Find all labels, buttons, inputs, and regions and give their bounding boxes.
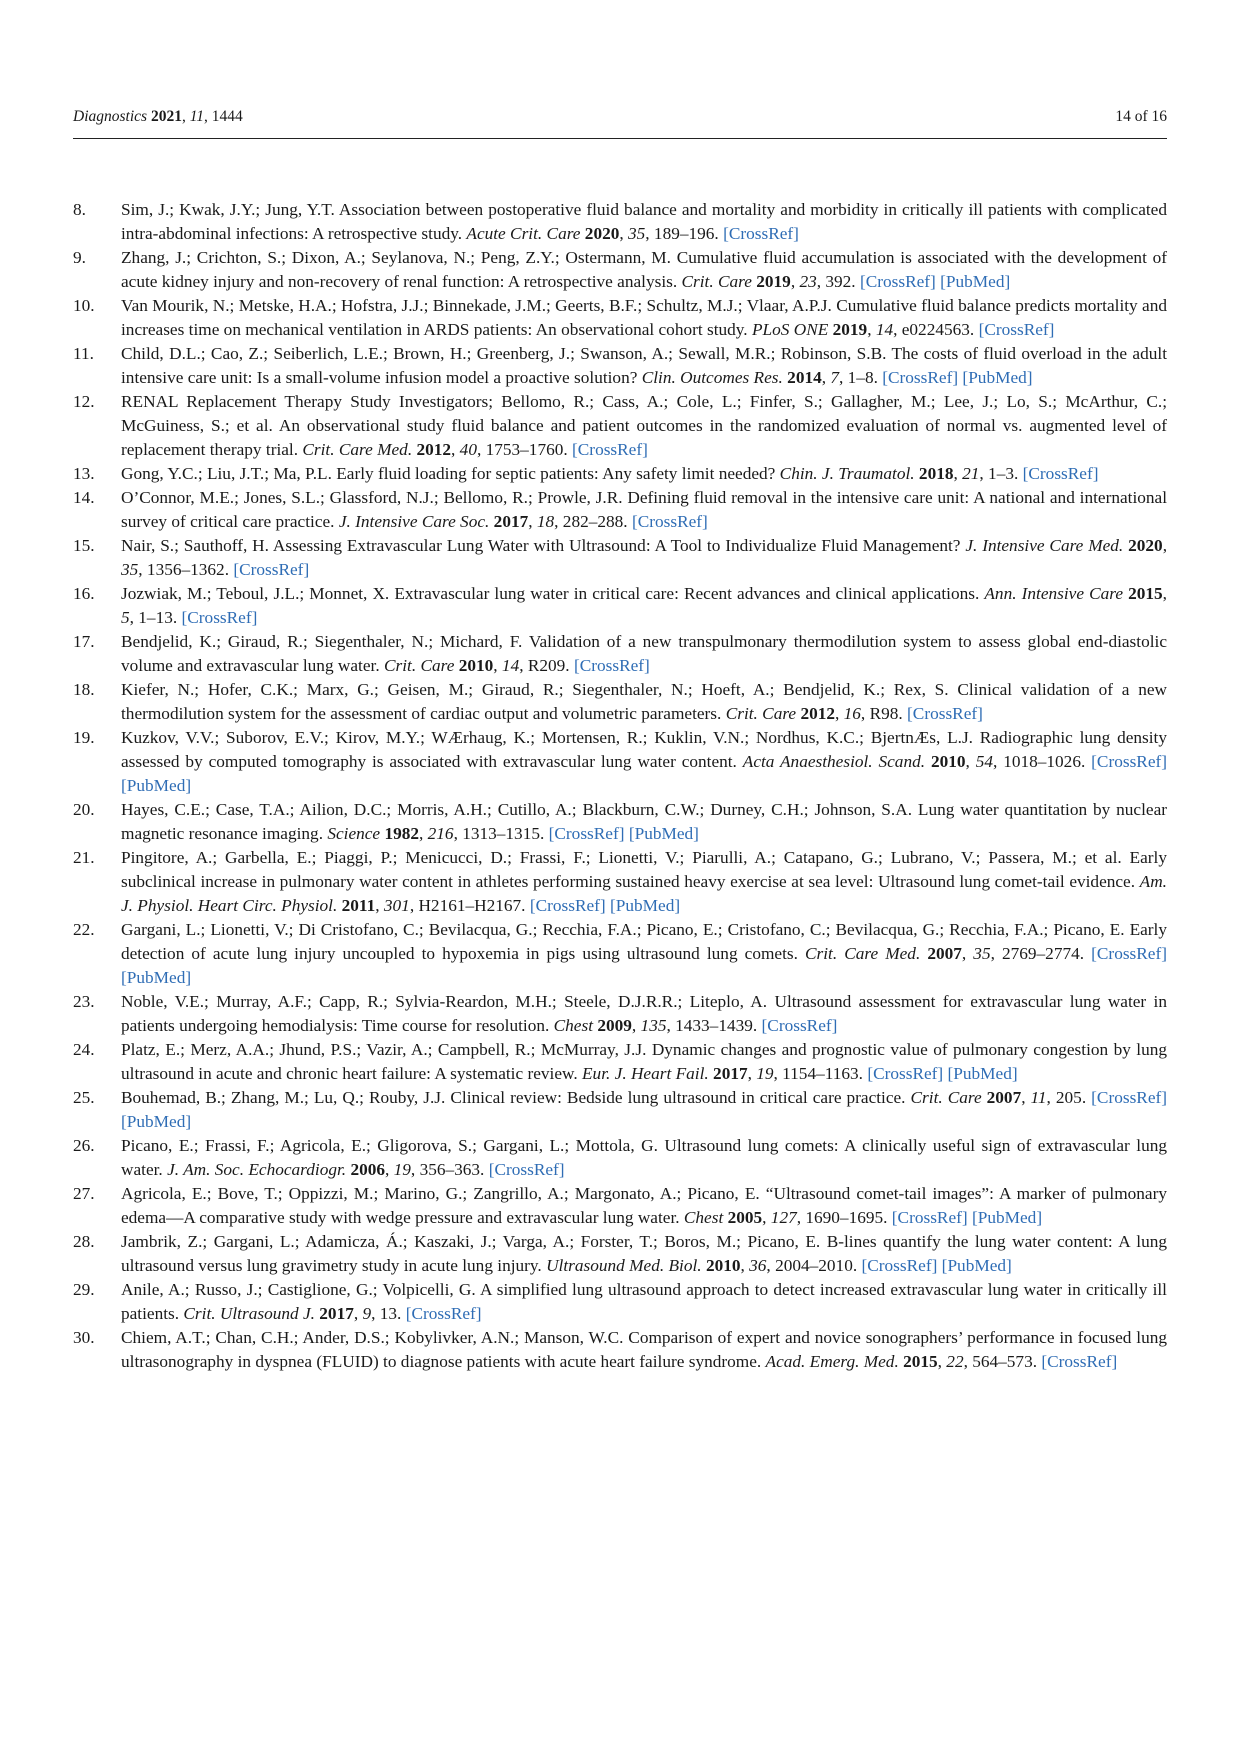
reference-year: 2017 <box>319 1304 354 1323</box>
reference-journal: Acute Crit. Care <box>466 224 581 243</box>
reference-year: 2020 <box>1128 536 1163 555</box>
reference-pages: 2004–2010. <box>775 1256 858 1275</box>
crossref-link[interactable]: [CrossRef] <box>572 440 648 459</box>
link-label[interactable]: CrossRef <box>912 704 978 723</box>
link-label[interactable]: PubMed <box>968 368 1027 387</box>
reference-item <box>73 846 1167 918</box>
reference-item <box>73 1086 1167 1134</box>
reference-journal: Crit. Care <box>910 1088 982 1107</box>
link-label[interactable]: PubMed <box>126 968 186 987</box>
reference-volume: 11 <box>1030 1088 1047 1107</box>
reference-journal: Crit. Ultrasound J. <box>183 1304 315 1323</box>
reference-pages: 1–3. <box>988 464 1019 483</box>
crossref-link[interactable]: [CrossRef] <box>861 1256 938 1275</box>
link-label[interactable]: CrossRef <box>984 320 1049 339</box>
reference-text: Chiem, A.T.; Chan, C.H.; Ander, D.S.; Kobylivker, A.N.; Manson, W.C. Comparison of expert and novice sonographers’ performance in focused lung ultrasonography in dyspnea (FLUID) to diagnose patients with acute heart failure syndrome. Acad. Emerg. Med. 2015, 22, 564–573. [CrossRef] <box>121 1328 1167 1371</box>
reference-item <box>73 462 1167 486</box>
pubmed-link[interactable]: [PubMed] <box>610 896 681 915</box>
reference-volume: 35 <box>121 560 139 579</box>
reference-item <box>73 294 1167 342</box>
crossref-link[interactable]: [CrossRef] <box>891 1208 968 1227</box>
reference-year: 2010 <box>705 1256 741 1275</box>
reference-year: 2017 <box>713 1064 748 1083</box>
reference-number: 14. <box>73 488 95 507</box>
reference-text: Gong, Y.C.; Liu, J.T.; Ma, P.L. Early fluid loading for septic patients: Any safety limit needed? Chin. J. Traumatol. 2018, 21, 1–3. [CrossRef] <box>121 464 1099 483</box>
reference-text: Platz, E.; Merz, A.A.; Jhund, P.S.; Vazir, A.; Campbell, R.; McMurray, J.J. Dynamic changes and prognostic value of pulmonary congestion by lung ultrasound in acute and chronic heart failure: A systematic review. Eur. J. Heart Fail. 2017, 19, 1154–1163. [CrossRef] [PubMed] <box>121 1040 1167 1083</box>
reference-volume: 54 <box>975 752 993 771</box>
reference-volume: 14 <box>875 320 894 339</box>
journal-year: 2021 <box>150 108 182 125</box>
reference-volume: 127 <box>770 1208 797 1227</box>
reference-year: 2017 <box>493 512 529 531</box>
reference-text: Bendjelid, K.; Giraud, R.; Siegenthaler, N.; Michard, F. Validation of a new transpulmonary thermodilution system to assess global end-diastolic volume and extravascular lung water. Crit. Care 2010, 14, R209. [CrossRef] <box>121 632 1167 675</box>
reference-year: 2012 <box>800 704 835 723</box>
reference-authors-title: Chiem, A.T.; Chan, C.H.; Ander, D.S.; Kobylivker, A.N.; Manson, W.C. Comparison of expert and novice sonographers’ performance in focused lung ultrasonography in dyspnea (FLUID) to diagnose patients with acute heart failure syndrome. <box>121 1328 1167 1371</box>
reference-authors-title: RENAL Replacement Therapy Study Investigators; Bellomo, R.; Cass, A.; Cole, L.; Finfer, S.; Gallagher, M.; Lee, J.; Lo, S.; McArthur, C.; McGuiness, S.; et al. An observational study fluid balance and patient outcomes in the randomized evaluation of normal vs. augmented level of replacement therapy trial. <box>121 392 1167 459</box>
reference-item <box>73 630 1167 678</box>
reference-item <box>73 1182 1167 1230</box>
pubmed-link[interactable]: [PubMed] <box>971 1208 1043 1227</box>
reference-text: Noble, V.E.; Murray, A.F.; Capp, R.; Sylvia-Reardon, M.H.; Steele, D.J.R.R.; Liteplo, A. Ultrasound assessment for extravascular lung water in patients undergoing hemodialysis: Time course for resolution. Chest 2009, 135, 1433–1439. [CrossRef] <box>121 992 1167 1035</box>
link-label[interactable]: CrossRef <box>535 896 600 915</box>
reference-text: Child, D.L.; Cao, Z.; Seiberlich, L.E.; Brown, H.; Greenberg, J.; Swanson, A.; Sewall, M.R.; Robinson, S.B. The costs of fluid overload in the adult intensive care unit: Is a small-volume infusion model a proactive solution? Clin. Outcomes Res. 2014, 7, 1–8. [CrossRef] [PubMed] <box>121 344 1167 387</box>
reference-number: 24. <box>73 1040 95 1059</box>
reference-item <box>73 1038 1167 1086</box>
journal-name: Diagnostics <box>73 108 148 125</box>
reference-item <box>73 1278 1167 1326</box>
reference-journal: Crit. Care Med. <box>805 944 921 963</box>
link-label[interactable]: CrossRef <box>865 272 931 291</box>
reference-volume: 14 <box>501 656 520 675</box>
reference-journal: Clin. Outcomes Res. <box>641 368 783 387</box>
link-label[interactable]: CrossRef <box>897 1208 962 1227</box>
reference-year: 2015 <box>903 1352 938 1371</box>
reference-text: Bouhemad, B.; Zhang, M.; Lu, Q.; Rouby, J.J. Clinical review: Bedside lung ultrasound in critical care practice. Crit. Care 2007, 11, 205. [CrossRef] [PubMed] <box>121 1088 1168 1131</box>
reference-item <box>73 678 1167 726</box>
reference-text: Kuzkov, V.V.; Suborov, E.V.; Kirov, M.Y.; WÆrhaug, K.; Mortensen, R.; Kuklin, V.N.; Nordhus, K.C.; BjertnÆs, L.J. Radiographic lung density assessed by computed tomography is associated with extravascular lung water content. Acta Anaesthesiol. Scand. 2010, 54, 1018–1026. [CrossRef] [PubMed] <box>121 728 1168 795</box>
reference-authors-title: Kuzkov, V.V.; Suborov, E.V.; Kirov, M.Y.; WÆrhaug, K.; Mortensen, R.; Kuklin, V.N.; Nordhus, K.C.; BjertnÆs, L.J. Radiographic lung density assessed by computed tomography is associated with extravascular lung water content. <box>121 728 1167 771</box>
crossref-link[interactable]: [CrossRef] <box>859 272 936 291</box>
pubmed-link[interactable]: [PubMed] <box>121 968 192 987</box>
reference-number: 22. <box>73 920 95 939</box>
reference-authors-title: Pingitore, A.; Garbella, E.; Piaggi, P.; Menicucci, D.; Frassi, F.; Lionetti, V.; Piarulli, A.; Catapano, G.; Lubrano, V.; Passera, M.; et al. Early subclinical increase in pulmonary water content in athletes performing sustained heavy exercise at sea level: Ultrasound lung comet-tail evidence. <box>121 848 1167 891</box>
reference-text: Zhang, J.; Crichton, S.; Dixon, A.; Seylanova, N.; Peng, Z.Y.; Ostermann, M. Cumulative fluid accumulation is associated with the development of acute kidney injury and non-recovery of renal function: A retrospective analysis. Crit. Care 2019, 23, 392. [CrossRef] [PubMed] <box>121 248 1167 291</box>
link-label[interactable]: CrossRef <box>1047 1352 1112 1371</box>
reference-year: 2011 <box>341 896 376 915</box>
reference-pages: 392. <box>825 272 856 291</box>
crossref-link[interactable]: [CrossRef] <box>488 1160 565 1179</box>
pubmed-link[interactable]: [PubMed] <box>121 776 192 795</box>
reference-pages: R209. <box>527 656 570 675</box>
link-label[interactable]: CrossRef <box>767 1016 832 1035</box>
reference-volume: 36 <box>749 1256 767 1275</box>
reference-journal: J. Intensive Care Soc. <box>338 512 490 531</box>
reference-number: 21. <box>73 848 95 867</box>
reference-pages: 1–13. <box>138 608 178 627</box>
journal-citation: Diagnostics 2021, 11, 1444 <box>73 108 243 125</box>
reference-item <box>73 1326 1167 1374</box>
crossref-link[interactable]: [CrossRef] <box>1022 464 1099 483</box>
reference-item <box>73 390 1167 462</box>
link-label[interactable]: CrossRef <box>1096 944 1162 963</box>
reference-volume: 35 <box>973 944 991 963</box>
reference-volume: 35 <box>628 224 646 243</box>
reference-number: 17. <box>73 632 95 651</box>
link-label[interactable]: CrossRef <box>867 1256 932 1275</box>
reference-text: Agricola, E.; Bove, T.; Oppizzi, M.; Marino, G.; Zangrillo, A.; Margonato, A.; Picano, E. “Ultrasound comet-tail images”: A marker of pulmonary edema—A comparative study with wedge pressure and extravascular lung water. Chest 2005, 127, 1690–1695. [CrossRef] [PubMed] <box>121 1184 1167 1227</box>
reference-item <box>73 990 1167 1038</box>
reference-volume: 9 <box>362 1304 372 1323</box>
reference-year: 2018 <box>918 464 954 483</box>
reference-pages: 1154–1163. <box>782 1064 863 1083</box>
reference-year: 2006 <box>350 1160 385 1179</box>
reference-journal: Crit. Care <box>681 272 752 291</box>
reference-pages: 1–8. <box>847 368 878 387</box>
reference-number: 10. <box>73 296 95 315</box>
reference-volume: 216 <box>427 824 454 843</box>
crossref-link[interactable]: [CrossRef] <box>573 656 650 675</box>
reference-item <box>73 342 1167 390</box>
reference-number: 30. <box>73 1328 95 1347</box>
reference-year: 2015 <box>1128 584 1163 603</box>
reference-authors-title: Picano, E.; Frassi, F.; Agricola, E.; Gligorova, S.; Gargani, L.; Mottola, G. Ultrasound lung comets: A clinically useful sign of extravascular lung water. <box>121 1136 1167 1179</box>
link-label[interactable]: PubMed <box>634 824 694 843</box>
reference-pages: H2161–H2167. <box>418 896 526 915</box>
reference-year: 2009 <box>597 1016 632 1035</box>
pubmed-link[interactable]: [PubMed] <box>941 1256 1012 1275</box>
pubmed-link[interactable]: [PubMed] <box>628 824 699 843</box>
reference-number: 26. <box>73 1136 95 1155</box>
reference-number: 18. <box>73 680 95 699</box>
reference-text: Jambrik, Z.; Gargani, L.; Adamicza, Á.; Kaszaki, J.; Varga, A.; Forster, T.; Boros, M.; Picano, E. B-lines quantify the lung water content: A lung ultrasound versus lung gravimetry study in acute lung injury. Ultrasound Med. Biol. 2010, 36, 2004–2010. [CrossRef] [PubMed] <box>121 1232 1167 1275</box>
reference-pages: 13. <box>379 1304 402 1323</box>
reference-authors-title: Agricola, E.; Bove, T.; Oppizzi, M.; Marino, G.; Zangrillo, A.; Margonato, A.; Picano, E. “Ultrasound comet-tail images”: A marker of pulmonary edema—A comparative study with wedge pressure and extravascular lung water. <box>121 1184 1167 1227</box>
reference-year: 2010 <box>458 656 494 675</box>
reference-number: 9. <box>73 248 86 267</box>
reference-text: Pingitore, A.; Garbella, E.; Piaggi, P.; Menicucci, D.; Frassi, F.; Lionetti, V.; Piarulli, A.; Catapano, G.; Lubrano, V.; Passera, M.; et al. Early subclinical increase in pulmonary water content in athletes performing sustained heavy exercise at sea level: Ultrasound lung comet-tail evidence. Am. J. Physiol. Heart Circ. Physiol. 2011, 301, H2161–H2167. [CrossRef] [PubMed] <box>121 848 1167 915</box>
reference-authors-title: Gong, Y.C.; Liu, J.T.; Ma, P.L. Early fluid loading for septic patients: Any safety limit needed? <box>121 464 780 483</box>
crossref-link[interactable]: [CrossRef] <box>867 1064 944 1083</box>
reference-number: 23. <box>73 992 95 1011</box>
page-number: 14 of 16 <box>1115 108 1167 125</box>
page-header <box>73 104 1167 139</box>
reference-volume: 301 <box>383 896 410 915</box>
reference-pages: 1433–1439. <box>675 1016 758 1035</box>
reference-pages: R98. <box>869 704 903 723</box>
reference-volume: 16 <box>843 704 861 723</box>
link-label[interactable]: CrossRef <box>554 824 619 843</box>
reference-item <box>73 1134 1167 1182</box>
reference-pages: 2769–2774. <box>1001 944 1085 963</box>
reference-number: 19. <box>73 728 95 747</box>
crossref-link[interactable]: [CrossRef] <box>529 896 606 915</box>
reference-year: 2019 <box>832 320 868 339</box>
reference-year: 2012 <box>416 440 452 459</box>
reference-item <box>73 582 1167 630</box>
reference-item <box>73 246 1167 294</box>
link-label[interactable]: CrossRef <box>187 608 252 627</box>
reference-year: 2014 <box>787 368 822 387</box>
reference-authors-title: Jambrik, Z.; Gargani, L.; Adamicza, Á.; Kaszaki, J.; Varga, A.; Forster, T.; Boros, M.; Picano, E. B-lines quantify the lung water content: A lung ultrasound versus lung gravimetry study in acute lung injury. <box>121 1232 1167 1275</box>
crossref-link[interactable]: [CrossRef] <box>761 1016 838 1035</box>
reference-pages: 1753–1760. <box>485 440 568 459</box>
reference-volume: 5 <box>121 608 130 627</box>
link-label[interactable]: CrossRef <box>637 512 703 531</box>
crossref-link[interactable]: [CrossRef] <box>1091 752 1168 771</box>
reference-authors-title: Noble, V.E.; Murray, A.F.; Capp, R.; Sylvia-Reardon, M.H.; Steele, D.J.R.R.; Liteplo, A. Ultrasound assessment for extravascular lung water in patients undergoing hemodialysis: Time course for resolution. <box>121 992 1167 1035</box>
reference-number: 12. <box>73 392 95 411</box>
reference-journal: Ann. Intensive Care <box>984 584 1124 603</box>
reference-volume: 18 <box>536 512 555 531</box>
link-label[interactable]: CrossRef <box>239 560 304 579</box>
reference-number: 8. <box>73 200 86 219</box>
crossref-link[interactable]: [CrossRef] <box>181 608 258 627</box>
reference-number: 16. <box>73 584 95 603</box>
link-label[interactable]: PubMed <box>615 896 675 915</box>
reference-authors-title: Platz, E.; Merz, A.A.; Jhund, P.S.; Vazir, A.; Campbell, R.; McMurray, J.J. Dynamic changes and prognostic value of pulmonary congestion by lung ultrasound in acute and chronic heart failure: A systematic review. <box>121 1040 1167 1083</box>
crossref-link[interactable]: [CrossRef] <box>723 224 799 243</box>
reference-journal: Crit. Care <box>725 704 797 723</box>
pubmed-link[interactable]: [PubMed] <box>947 1064 1018 1083</box>
reference-year: 1982 <box>384 824 419 843</box>
reference-authors-title: Zhang, J.; Crichton, S.; Dixon, A.; Seylanova, N.; Peng, Z.Y.; Ostermann, M. Cumulative fluid accumulation is associated with the development of acute kidney injury and non-recovery of renal function: A retrospective analysis. <box>121 248 1167 291</box>
reference-volume: 135 <box>640 1016 667 1035</box>
reference-text: RENAL Replacement Therapy Study Investigators; Bellomo, R.; Cass, A.; Cole, L.; Finfer, S.; Gallagher, M.; Lee, J.; Lo, S.; McArthur, C.; McGuiness, S.; et al. An observational study fluid balance and patient outcomes in the randomized evaluation of normal vs. augmented level of replacement therapy trial. Crit. Care Med. 2012, 40, 1753–1760. [CrossRef] <box>121 392 1167 459</box>
link-label[interactable]: CrossRef <box>579 656 645 675</box>
link-label[interactable]: CrossRef <box>1096 1088 1162 1107</box>
reference-authors-title: Jozwiak, M.; Teboul, J.L.; Monnet, X. Extravascular lung water in critical care: Recent advances and clinical applications. <box>121 584 985 603</box>
reference-number: 15. <box>73 536 95 555</box>
reference-volume: 19 <box>756 1064 774 1083</box>
reference-item <box>73 534 1167 582</box>
reference-pages: e0224563. <box>901 320 975 339</box>
reference-list <box>73 198 1167 1374</box>
reference-item <box>73 1230 1167 1278</box>
reference-item <box>73 798 1167 846</box>
link-label[interactable]: CrossRef <box>888 368 953 387</box>
reference-journal: Am. J. Physiol. Heart Circ. Physiol. <box>121 872 1167 915</box>
article-number: 1444 <box>211 108 243 125</box>
reference-pages: 1018–1026. <box>1003 752 1086 771</box>
reference-journal: Crit. Care <box>383 656 455 675</box>
link-label[interactable]: CrossRef <box>1028 464 1093 483</box>
reference-volume: 40 <box>459 440 477 459</box>
link-label[interactable]: CrossRef <box>728 224 794 243</box>
link-label[interactable]: PubMed <box>953 1064 1012 1083</box>
reference-number: 28. <box>73 1232 95 1251</box>
pubmed-link[interactable]: [PubMed] <box>962 368 1033 387</box>
reference-authors-title: Child, D.L.; Cao, Z.; Seiberlich, L.E.; Brown, H.; Greenberg, J.; Swanson, A.; Sewall, M.R.; Robinson, S.B. The costs of fluid overload in the adult intensive care unit: Is a small-volume infusion model a proactive solution? <box>121 344 1167 387</box>
reference-item <box>73 198 1167 246</box>
reference-pages: 1690–1695. <box>805 1208 888 1227</box>
reference-volume: 7 <box>830 368 840 387</box>
link-label[interactable]: CrossRef <box>873 1064 938 1083</box>
journal-volume: 11 <box>189 108 205 125</box>
reference-number: 25. <box>73 1088 95 1107</box>
reference-pages: 564–573. <box>972 1352 1038 1371</box>
reference-journal: Chest <box>683 1208 724 1227</box>
reference-item <box>73 918 1167 990</box>
reference-year: 2010 <box>930 752 966 771</box>
reference-number: 27. <box>73 1184 95 1203</box>
crossref-link[interactable]: [CrossRef] <box>1091 944 1167 963</box>
reference-pages: 282–288. <box>562 512 628 531</box>
crossref-link[interactable]: [CrossRef] <box>233 560 310 579</box>
reference-authors-title: Van Mourik, N.; Metske, H.A.; Hofstra, J.J.; Binnekade, J.M.; Geerts, B.F.; Schultz, M.J.; Vlaar, A.P.J. Cumulative fluid balance predicts mortality and increases time on mechanical ventilation in ARDS patients: An observational cohort study. <box>121 296 1167 339</box>
reference-text: Gargani, L.; Lionetti, V.; Di Cristofano, C.; Bevilacqua, G.; Recchia, F.A.; Picano, E.; Cristofano, C.; Bevilacqua, G.; Recchia, F.A.; Picano, E. Early detection of acute lung injury uncoupled to hypoxemia in pigs using ultrasound lung comets. Crit. Care Med. 2007, 35, 2769–2774. [CrossRef] [PubMed] <box>121 920 1167 987</box>
reference-number: 13. <box>73 464 95 483</box>
crossref-link[interactable]: [CrossRef] <box>907 704 983 723</box>
crossref-link[interactable]: [CrossRef] <box>1041 1352 1118 1371</box>
reference-volume: 19 <box>393 1160 411 1179</box>
link-label[interactable]: CrossRef <box>577 440 643 459</box>
crossref-link[interactable]: [CrossRef] <box>1091 1088 1168 1107</box>
reference-pages: 205. <box>1055 1088 1087 1107</box>
reference-text: O’Connor, M.E.; Jones, S.L.; Glassford, N.J.; Bellomo, R.; Prowle, J.R. Defining fluid removal in the intensive care unit: A national and international survey of critical care practice. J. Intensive Care Soc. 2017, 18, 282–288. [CrossRef] <box>121 488 1167 531</box>
reference-authors-title: Hayes, C.E.; Case, T.A.; Ailion, D.C.; Morris, A.H.; Cutillo, A.; Blackburn, C.W.; Durney, C.H.; Johnson, S.A. Lung water quantitation by nuclear magnetic resonance imaging. <box>121 800 1167 843</box>
reference-text: Picano, E.; Frassi, F.; Agricola, E.; Gligorova, S.; Gargani, L.; Mottola, G. Ultrasound lung comets: A clinically useful sign of extravascular lung water. J. Am. Soc. Echocardiogr. 2006, 19, 356–363. [CrossRef] <box>121 1136 1167 1179</box>
reference-volume: 21 <box>962 464 980 483</box>
reference-volume: 23 <box>799 272 817 291</box>
reference-item <box>73 486 1167 534</box>
link-label[interactable]: PubMed <box>945 272 1005 291</box>
reference-text: Van Mourik, N.; Metske, H.A.; Hofstra, J.J.; Binnekade, J.M.; Geerts, B.F.; Schultz, M.J.; Vlaar, A.P.J. Cumulative fluid balance predicts mortality and increases time on mechanical ventilation in ARDS patients: An observational cohort study. PLoS ONE 2019, 14, e0224563. [CrossRef] <box>121 296 1167 339</box>
reference-journal: J. Intensive Care Med. <box>965 536 1124 555</box>
reference-year: 2019 <box>756 272 791 291</box>
link-label[interactable]: PubMed <box>977 1208 1037 1227</box>
crossref-link[interactable]: [CrossRef] <box>631 512 708 531</box>
reference-pages: 356–363. <box>419 1160 485 1179</box>
reference-number: 20. <box>73 800 95 819</box>
reference-year: 2007 <box>927 944 962 963</box>
reference-authors-title: Kiefer, N.; Hofer, C.K.; Marx, G.; Geisen, M.; Giraud, R.; Siegenthaler, N.; Hoeft, A.; Bendjelid, K.; Rex, S. Clinical validation of a new thermodilution system for the assessment of cardiac output and volumetric parameters. <box>121 680 1167 723</box>
reference-journal: Chest <box>553 1016 594 1035</box>
reference-text: Nair, S.; Sauthoff, H. Assessing Extravascular Lung Water with Ultrasound: A Tool to Individualize Fluid Management? J. Intensive Care Med. 2020, 35, 1356–1362. [CrossRef] <box>121 536 1168 579</box>
crossref-link[interactable]: [CrossRef] <box>978 320 1055 339</box>
reference-text: Kiefer, N.; Hofer, C.K.; Marx, G.; Geisen, M.; Giraud, R.; Siegenthaler, N.; Hoeft, A.; Bendjelid, K.; Rex, S. Clinical validation of a new thermodilution system for the assessment of cardiac output and volumetric parameters. Crit. Care 2012, 16, R98. [CrossRef] <box>121 680 1167 723</box>
reference-authors-title: O’Connor, M.E.; Jones, S.L.; Glassford, N.J.; Bellomo, R.; Prowle, J.R. Defining fluid removal in the intensive care unit: A national and international survey of critical care practice. <box>121 488 1167 531</box>
link-label[interactable]: PubMed <box>126 1112 186 1131</box>
link-label[interactable]: PubMed <box>947 1256 1007 1275</box>
reference-journal: J. Am. Soc. Echocardiogr. <box>167 1160 347 1179</box>
reference-journal: Chin. J. Traumatol. <box>779 464 915 483</box>
link-label[interactable]: PubMed <box>126 776 186 795</box>
reference-text: Sim, J.; Kwak, J.Y.; Jung, Y.T. Association between postoperative fluid balance and mortality and morbidity in critically ill patients with complicated intra-abdominal infections: A retrospective study. Acute Crit. Care 2020, 35, 189–196. [CrossRef] <box>121 200 1167 243</box>
reference-number: 11. <box>73 344 94 363</box>
reference-pages: 1313–1315. <box>462 824 545 843</box>
reference-authors-title: Gargani, L.; Lionetti, V.; Di Cristofano, C.; Bevilacqua, G.; Recchia, F.A.; Picano, E.; Cristofano, C.; Bevilacqua, G.; Recchia, F.A.; Picano, E. Early detection of acute lung injury uncoupled to hypoxemia in pigs using ultrasound lung comets. <box>121 920 1167 963</box>
crossref-link[interactable]: [CrossRef] <box>405 1304 482 1323</box>
reference-journal: Ultrasound Med. Biol. <box>546 1256 702 1275</box>
crossref-link[interactable]: [CrossRef] <box>882 368 959 387</box>
link-label[interactable]: CrossRef <box>494 1160 559 1179</box>
reference-pages: 1356–1362. <box>146 560 230 579</box>
reference-journal: PLoS ONE <box>751 320 829 339</box>
link-label[interactable]: CrossRef <box>411 1304 476 1323</box>
reference-authors-title: Sim, J.; Kwak, J.Y.; Jung, Y.T. Association between postoperative fluid balance and mortality and morbidity in critically ill patients with complicated intra-abdominal infections: A retrospective study. <box>121 200 1167 243</box>
reference-text: Hayes, C.E.; Case, T.A.; Ailion, D.C.; Morris, A.H.; Cutillo, A.; Blackburn, C.W.; Durney, C.H.; Johnson, S.A. Lung water quantitation by nuclear magnetic resonance imaging. Science 1982, 216, 1313–1315. [CrossRef] [PubMed] <box>121 800 1167 843</box>
reference-authors-title: Bendjelid, K.; Giraud, R.; Siegenthaler, N.; Michard, F. Validation of a new transpulmonary thermodilution system to assess global end-diastolic volume and extravascular lung water. <box>121 632 1167 675</box>
reference-authors-title: Anile, A.; Russo, J.; Castiglione, G.; Volpicelli, G. A simplified lung ultrasound approach to detect increased extravascular lung water in critically ill patients. <box>121 1280 1167 1323</box>
reference-journal: Crit. Care Med. <box>302 440 413 459</box>
reference-pages: 189–196. <box>653 224 719 243</box>
reference-text: Anile, A.; Russo, J.; Castiglione, G.; Volpicelli, G. A simplified lung ultrasound approach to detect increased extravascular lung water in critically ill patients. Crit. Ultrasound J. 2017, 9, 13. [CrossRef] <box>121 1280 1167 1323</box>
reference-year: 2020 <box>584 224 620 243</box>
reference-authors-title: Bouhemad, B.; Zhang, M.; Lu, Q.; Rouby, J.J. Clinical review: Bedside lung ultrasound in critical care practice. <box>121 1088 911 1107</box>
reference-journal: Acta Anaesthesiol. Scand. <box>742 752 926 771</box>
reference-journal: Eur. J. Heart Fail. <box>582 1064 709 1083</box>
reference-number: 29. <box>73 1280 95 1299</box>
reference-year: 2007 <box>986 1088 1022 1107</box>
crossref-link[interactable]: [CrossRef] <box>548 824 625 843</box>
link-label[interactable]: CrossRef <box>1096 752 1162 771</box>
pubmed-link[interactable]: [PubMed] <box>940 272 1011 291</box>
reference-journal: Acad. Emerg. Med. <box>765 1352 899 1371</box>
reference-volume: 22 <box>946 1352 964 1371</box>
reference-year: 2005 <box>727 1208 763 1227</box>
reference-journal: Science <box>327 824 381 843</box>
pubmed-link[interactable]: [PubMed] <box>121 1112 192 1131</box>
reference-authors-title: Nair, S.; Sauthoff, H. Assessing Extravascular Lung Water with Ultrasound: A Tool to Individualize Fluid Management? <box>121 536 966 555</box>
reference-text: Jozwiak, M.; Teboul, J.L.; Monnet, X. Extravascular lung water in critical care: Recent advances and clinical applications. Ann. Intensive Care 2015, 5, 1–13. [CrossRef] <box>121 584 1167 627</box>
reference-item <box>73 726 1167 798</box>
